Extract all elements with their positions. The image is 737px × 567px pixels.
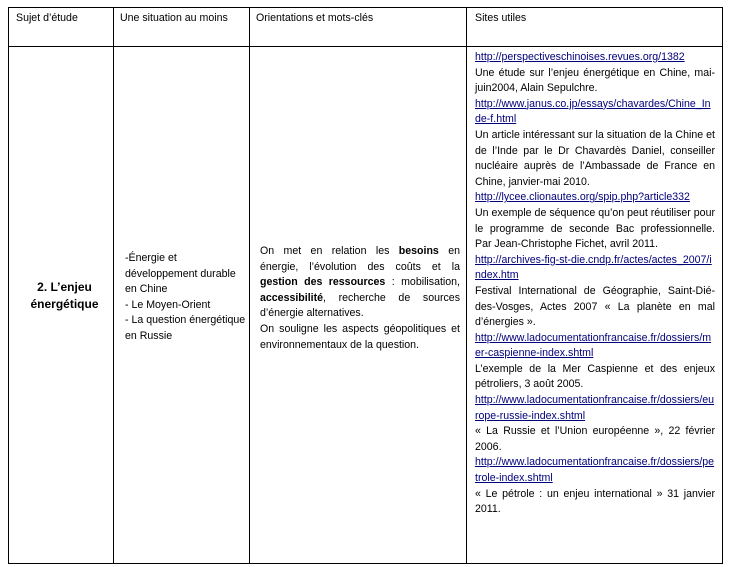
site-link-caspian[interactable]: http://www.ladocumentationfrancaise.fr/dossiers/mer-caspienne-index.shtml [475,331,712,360]
site-link-fig-st-die[interactable]: http://archives-fig-st-die.cndp.fr/actes/actes_2007/index.htm [475,253,712,282]
orientation-text: , recherche de sources d’énergie alternatives. [260,291,460,320]
site-description: « La Russie et l’Union européenne », 22 février 2006. [475,425,715,453]
site-link-perspectives[interactable]: http://perspectiveschinoises.revues.org/1382 [475,51,685,63]
header-sites: Sites utiles [475,12,527,24]
sites-cell [475,50,715,518]
header-orientations: Orientations et mots-clés [256,12,374,24]
situation-middle-east: - Le Moyen-Orient [125,298,211,311]
site-description: L’exemple de la Mer Caspienne et des enjeux pétroliers, 3 août 2005. [475,362,715,391]
orientation-geopolitics: On souligne les aspects géopolitiques et environnementaux de la question. [260,322,460,351]
header-situation: Une situation au moins [120,12,228,24]
situation-russia: - La question énergétique en Russie [125,314,246,342]
site-description: Une étude sur l’enjeu énergétique en Chine, mai-juin2004, Alain Sepulchre. [475,66,715,95]
study-table [8,7,723,564]
site-link-petrole[interactable]: http://www.ladocumentationfrancaise.fr/dossiers/petrole-index.shtml [475,456,715,485]
header-divider [9,46,722,47]
site-description: « Le pétrole : un enjeu international » 31 janvier 2011. [475,487,715,516]
keyword-needs: besoins [398,245,439,257]
site-link-europe-russia[interactable]: http://www.ladocumentationfrancaise.fr/dossiers/europe-russie-index.shtml [475,394,715,422]
subject-title: 2. L’enjeu énergétique [30,280,99,311]
situation-china: -Énergie et développement durable en Chine [125,252,236,296]
site-description: Un exemple de séquence qu’on peut réutiliser pour le programme de seconde Bac professionnelle. Par Jean-Christophe Fichet, avril 2011. [475,206,715,251]
keyword-accessibility: accessibilité [260,291,324,304]
site-description: Festival International de Géographie, Saint-Dié-des-Vosges, Actes 2007 « La planète en mal d’énergies ». [475,284,715,329]
site-description: Un article intéressant sur la situation de la Chine et de l’Inde par le Dr Chavardès Daniel, conseiller nucléaire auprès de l’Ambassade de France en Chine, janvier-mai 2010. [475,128,715,188]
site-link-clionautes[interactable]: http://lycee.clionautes.org/spip.php?article332 [475,191,690,204]
orientations-cell [260,244,460,353]
column-divider [249,8,250,563]
header-subject: Sujet d’étude [16,12,78,24]
column-divider [466,8,467,563]
situations-cell [125,251,247,345]
orientation-text: en énergie, l’évolution des coûts et la [260,245,460,273]
column-divider [113,8,114,563]
site-link-janus[interactable]: http://www.janus.co.jp/essays/chavardes/Chine_Inde-f.html [475,97,711,126]
orientation-text: : mobilisation, [385,276,460,289]
keyword-resource-management: gestion des ressources [260,276,386,289]
orientation-text: On met en relation les [260,245,399,257]
